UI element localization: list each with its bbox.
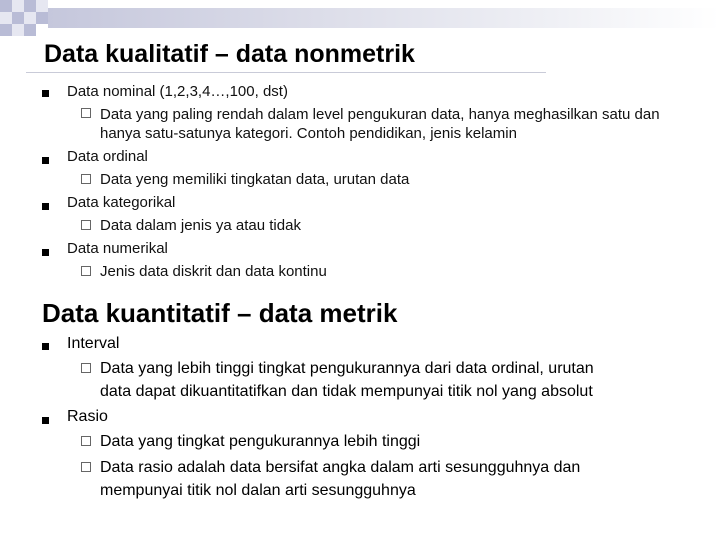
sub-item-text: mempunyai titik nol dalan arti sesungguhnya [100, 482, 416, 499]
sub-item-text: data dapat dikuantitatifkan dan tidak mempunyai titik nol yang absolut [100, 383, 593, 400]
header-square [36, 0, 48, 12]
header-square [36, 12, 48, 24]
list-item-label: Data nominal (1,2,3,4…,100, dst) [67, 83, 288, 100]
sub-item-text: Data yang lebih tinggi tingkat pengukurannya dari data ordinal, urutan [100, 360, 594, 377]
checkbox-bullet-icon [81, 436, 91, 446]
square-bullet-icon [42, 157, 49, 164]
section-title-qualitative: Data kualitatif – data nonmetrik [44, 40, 415, 68]
checkbox-bullet-icon [81, 363, 91, 373]
checkbox-bullet-icon [81, 462, 91, 472]
square-bullet-icon [42, 343, 49, 350]
sub-item-text: Data yang tingkat pengukurannya lebih tinggi [100, 433, 421, 450]
header-square [12, 12, 24, 24]
header-square [12, 0, 24, 12]
list-item-label: Data ordinal [67, 148, 148, 165]
header-square [24, 12, 36, 24]
section-title-quantitative: Data kuantitatif – data metrik [42, 298, 398, 328]
square-bullet-icon [42, 203, 49, 210]
list-item-label: Data numerikal [67, 240, 168, 257]
header-square [12, 24, 24, 36]
header-square [0, 0, 12, 12]
square-bullet-icon [42, 249, 49, 256]
checkbox-bullet-icon [81, 266, 91, 276]
square-bullet-icon [42, 417, 49, 424]
sub-item-text: Data rasio adalah data bersifat angka dalam arti sesungguhnya dan [100, 459, 581, 476]
checkbox-bullet-icon [81, 220, 91, 230]
header-square [0, 12, 12, 24]
header-square [24, 0, 36, 12]
title-underline [26, 72, 546, 73]
list-item-label: Interval [67, 335, 120, 352]
sub-item-text: Data yang paling rendah dalam level pengukuran data, hanya meghasilkan satu dan [100, 106, 660, 123]
sub-item-text: Data dalam jenis ya atau tidak [100, 217, 301, 234]
sub-item-text: Jenis data diskrit dan data kontinu [100, 263, 327, 280]
header-square [24, 24, 36, 36]
list-item-label: Data kategorikal [67, 194, 176, 211]
header-square [0, 24, 12, 36]
sub-item-text: hanya satu-satunya kategori. Contoh pendidikan, jenis kelamin [100, 125, 517, 142]
list-item-label: Rasio [67, 408, 108, 425]
square-bullet-icon [42, 90, 49, 97]
decorative-header [0, 0, 720, 40]
sub-item-text: Data yeng memiliki tingkatan data, urutan data [100, 171, 410, 188]
checkbox-bullet-icon [81, 108, 91, 118]
checkbox-bullet-icon [81, 174, 91, 184]
header-gradient-bar [48, 8, 720, 28]
